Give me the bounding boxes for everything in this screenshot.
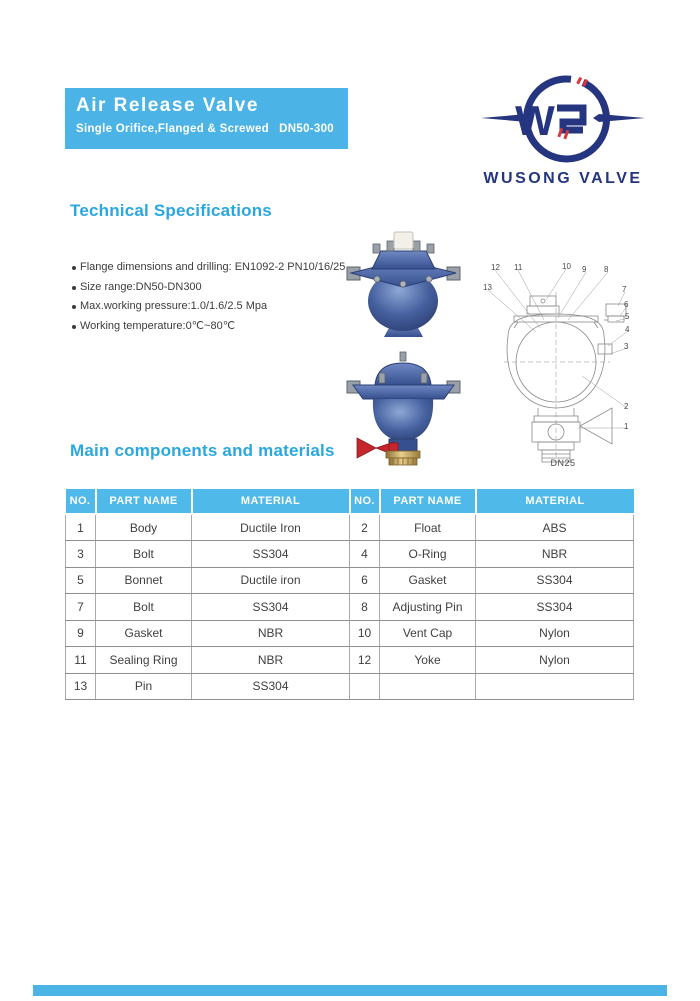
col-part-name-1: PART NAME — [96, 489, 192, 514]
table-cell: Nylon — [476, 620, 634, 647]
valve-photo-flanged — [345, 226, 462, 341]
table-cell: Vent Cap — [380, 620, 476, 647]
table-cell: 7 — [66, 594, 96, 621]
valve-photo-screwed — [345, 351, 462, 466]
col-no-1: NO. — [66, 489, 96, 514]
drawing-callout-number: 1 — [624, 422, 629, 431]
table-cell: 5 — [66, 567, 96, 594]
table-cell: 12 — [350, 647, 380, 674]
drawing-callout-number: 2 — [624, 402, 629, 411]
drawing-callout-number: 6 — [624, 300, 629, 309]
table-cell: Gasket — [380, 567, 476, 594]
brand-logo — [468, 72, 658, 187]
table-cell: Adjusting Pin — [380, 594, 476, 621]
footer-bar — [33, 985, 667, 996]
header-banner — [65, 88, 348, 149]
table-row — [66, 514, 634, 541]
table-cell: 10 — [350, 620, 380, 647]
table-cell: NBR — [476, 541, 634, 568]
spec-item: Size range:DN50-DN300 — [72, 278, 342, 298]
table-cell: Bolt — [96, 594, 192, 621]
col-no-2: NO. — [350, 489, 380, 514]
wusong-logo-icon — [479, 72, 647, 168]
table-cell: Bolt — [96, 541, 192, 568]
drawing-callout-number: 9 — [582, 265, 587, 274]
size-range: DN50-300 — [279, 123, 334, 135]
table-cell: Ductile Iron — [192, 514, 350, 541]
specs-list — [72, 258, 346, 336]
table-header-row — [66, 489, 634, 514]
table-cell: 1 — [66, 514, 96, 541]
brand-name: WUSONG VALVE — [483, 170, 643, 187]
table-cell: SS304 — [192, 673, 350, 700]
table-cell: 8 — [350, 594, 380, 621]
page-title: Air Release Valve — [76, 95, 259, 116]
table-cell — [380, 673, 476, 700]
spec-item: Flange dimensions and drilling: EN1092-2 PN10/16/25 — [72, 258, 342, 278]
drawing-callout-number: 4 — [625, 325, 630, 334]
table-row — [66, 594, 634, 621]
table-cell: 6 — [350, 567, 380, 594]
table-cell: Sealing Ring — [96, 647, 192, 674]
table-cell: Nylon — [476, 647, 634, 674]
table-cell: NBR — [192, 647, 350, 674]
table-cell: SS304 — [192, 541, 350, 568]
components-table — [65, 489, 634, 700]
components-table-body — [66, 514, 634, 700]
col-part-name-2: PART NAME — [380, 489, 476, 514]
table-cell: NBR — [192, 620, 350, 647]
table-row — [66, 620, 634, 647]
table-cell: Pin — [96, 673, 192, 700]
table-cell: SS304 — [476, 567, 634, 594]
table-row — [66, 647, 634, 674]
table-cell: 11 — [66, 647, 96, 674]
table-cell: SS304 — [476, 594, 634, 621]
table-cell: 4 — [350, 541, 380, 568]
table-cell: ABS — [476, 514, 634, 541]
table-cell: 9 — [66, 620, 96, 647]
drawing-callout-number: 12 — [491, 263, 500, 272]
components-heading: Main components and materials — [70, 441, 335, 460]
table-cell — [350, 673, 380, 700]
product-subtitle: Single Orifice,Flanged & Screwed — [76, 123, 270, 135]
drawing-callout-number: 5 — [625, 312, 630, 321]
table-cell: Gasket — [96, 620, 192, 647]
spec-item: Max.working pressure:1.0/1.6/2.5 Mpa — [72, 297, 342, 317]
technical-drawing — [478, 258, 648, 470]
banner-subtitle-row — [76, 123, 338, 135]
col-material-1: MATERIAL — [192, 489, 350, 514]
spec-item: Working temperature:0℃~80℃ — [72, 317, 342, 337]
table-cell: 13 — [66, 673, 96, 700]
table-cell — [476, 673, 634, 700]
specs-heading: Technical Specifications — [70, 201, 272, 220]
table-row — [66, 567, 634, 594]
table-cell: O-Ring — [380, 541, 476, 568]
svg-text:W: W — [515, 97, 555, 144]
table-row — [66, 673, 634, 700]
drawing-callout-number: 7 — [622, 285, 627, 294]
drawing-callout-number: 11 — [514, 263, 523, 272]
drawing-callout-number: 3 — [624, 342, 629, 351]
table-cell: Ductile iron — [192, 567, 350, 594]
drawing-callout-number: 13 — [483, 283, 492, 292]
table-cell: 2 — [350, 514, 380, 541]
table-cell: Yoke — [380, 647, 476, 674]
table-cell: Bonnet — [96, 567, 192, 594]
table-cell: SS304 — [192, 594, 350, 621]
table-cell: Body — [96, 514, 192, 541]
col-material-2: MATERIAL — [476, 489, 634, 514]
drawing-size-label: DN25 — [550, 458, 576, 468]
drawing-callout-number: 10 — [562, 262, 571, 271]
table-row — [66, 541, 634, 568]
table-cell: 3 — [66, 541, 96, 568]
drawing-callout-number: 8 — [604, 265, 609, 274]
table-cell: Float — [380, 514, 476, 541]
